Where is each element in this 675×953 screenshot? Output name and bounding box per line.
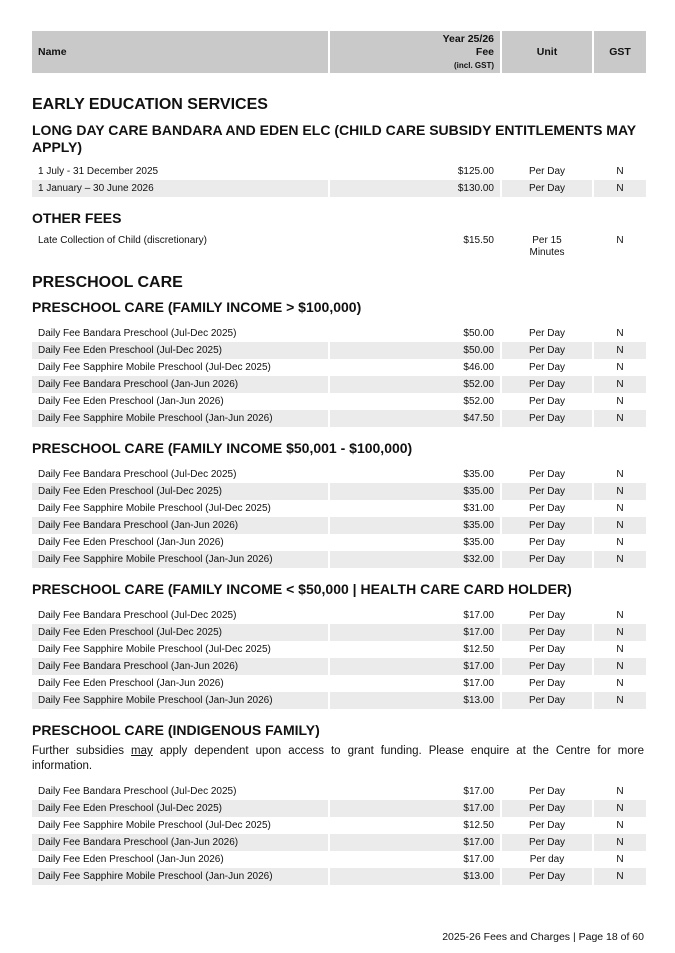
table-row [32,517,644,534]
table-row [32,180,644,197]
row-name: Daily Fee Eden Preschool (Jul-Dec 2025) [32,342,328,359]
row-unit: Per Day [502,180,592,197]
row-fee: $35.00 [463,537,494,548]
row-unit: Per Day [528,820,566,831]
row-gst: N [594,342,646,359]
row-unit: Per Day [502,376,592,393]
row-gst: N [594,868,646,885]
row-name: Daily Fee Eden Preschool (Jul-Dec 2025) [32,483,328,500]
row-unit: Per Day [502,624,592,641]
row-fee: $17.00 [330,658,500,675]
page-footer: 2025-26 Fees and Charges | Page 18 of 60 [442,931,644,943]
table-row [32,800,644,817]
table-row [32,483,644,500]
row-name: Daily Fee Bandara Preschool (Jul-Dec 2025) [38,786,237,797]
table-row [32,551,644,568]
subsection-title-indigenous: PRESCHOOL CARE (INDIGENOUS FAMILY) [32,722,320,738]
row-name: Daily Fee Sapphire Mobile Preschool (Jul-Dec 2025) [38,362,271,373]
table-row [32,692,644,709]
table-row [32,163,644,180]
row-fee: $13.00 [330,692,500,709]
row-name: Daily Fee Bandara Preschool (Jul-Dec 2025) [38,610,237,621]
row-fee: $130.00 [330,180,500,197]
row-unit-line2: Minutes [529,247,565,258]
table-long-day-care [32,163,644,197]
row-fee: $17.00 [463,786,494,797]
row-unit: Per Day [528,469,566,480]
row-gst: N [616,503,624,514]
table-row [32,641,644,658]
note-text-underlined: may [131,745,153,757]
row-unit: Per Day [502,868,592,885]
row-gst: N [616,396,624,407]
row-fee: $12.50 [463,644,494,655]
note-text-after: apply dependent upon access to grant funding. Please enquire at the Centre for more information. [32,745,644,772]
row-fee: $50.00 [330,342,500,359]
row-name: Daily Fee Bandara Preschool (Jan-Jun 2026) [32,517,328,534]
row-unit: Per day [529,854,565,865]
table-row [32,342,644,359]
subsection-title-high-income: PRESCHOOL CARE (FAMILY INCOME > $100,000) [32,299,362,315]
row-name: Daily Fee Bandara Preschool (Jul-Dec 2025) [38,328,237,339]
row-fee: $35.00 [330,517,500,534]
row-unit: Per Day [528,678,566,689]
row-fee: $50.00 [463,328,494,339]
subsection-title-long-day-care: LONG DAY CARE BANDARA AND EDEN ELC (CHILD CARE SUBSIDY ENTITLEMENTS MAY APPLY) [32,122,636,155]
table-row [32,500,644,517]
row-fee: $15.50 [463,235,494,246]
table-row [32,233,644,259]
row-unit: Per Day [502,692,592,709]
row-gst: N [616,854,624,865]
row-gst: N [616,166,624,177]
table-row [32,393,644,410]
row-gst: N [594,551,646,568]
row-gst: N [594,658,646,675]
row-fee: $52.00 [463,396,494,407]
table-row [32,817,644,834]
row-gst: N [616,678,624,689]
row-name: Daily Fee Eden Preschool (Jan-Jun 2026) [38,396,224,407]
row-unit: Per Day [528,328,566,339]
fees-page [32,31,644,885]
row-fee: $17.00 [463,854,494,865]
row-name: Daily Fee Sapphire Mobile Preschool (Jan-Jun 2026) [32,410,328,427]
note-text-before: Further subsidies [32,745,132,757]
row-name: Daily Fee Sapphire Mobile Preschool (Jan-Jun 2026) [32,868,328,885]
row-unit: Per Day [528,610,566,621]
table-low-income [32,607,644,709]
row-gst: N [616,644,624,655]
row-gst: N [594,624,646,641]
table-row [32,868,644,885]
header-fee-label: Fee [475,45,494,58]
table-mid-income [32,466,644,568]
table-row [32,534,644,551]
row-unit: Per Day [502,834,592,851]
table-row [32,675,644,692]
row-name: Daily Fee Sapphire Mobile Preschool (Jul-Dec 2025) [38,503,271,514]
row-fee: $17.00 [330,834,500,851]
row-name: Daily Fee Sapphire Mobile Preschool (Jul-Dec 2025) [38,820,271,831]
row-gst: N [594,483,646,500]
row-unit: Per Day [502,658,592,675]
row-name: Daily Fee Eden Preschool (Jan-Jun 2026) [38,537,224,548]
table-row [32,624,644,641]
row-unit [502,235,592,259]
table-row [32,376,644,393]
row-fee: $12.50 [463,820,494,831]
row-fee: $17.00 [463,610,494,621]
row-name: Daily Fee Eden Preschool (Jul-Dec 2025) [32,800,328,817]
row-unit: Per Day [502,517,592,534]
row-gst: N [594,834,646,851]
row-unit: Per Day [502,410,592,427]
row-name: Daily Fee Sapphire Mobile Preschool (Jan-Jun 2026) [32,692,328,709]
header-gst: GST [594,31,646,73]
row-gst: N [616,786,624,797]
table-row [32,658,644,675]
table-row [32,359,644,376]
section-title-preschool: PRESCHOOL CARE [32,274,183,291]
table-header [32,31,644,73]
row-unit: Per Day [528,786,566,797]
row-gst: N [616,469,624,480]
row-unit: Per Day [528,166,566,177]
row-name: Daily Fee Eden Preschool (Jul-Dec 2025) [32,624,328,641]
subsection-title-low-income: PRESCHOOL CARE (FAMILY INCOME < $50,000 | HEALTH CARE CARD HOLDER) [32,581,572,597]
row-gst: N [594,410,646,427]
table-row [32,834,644,851]
row-gst: N [594,800,646,817]
row-fee: $31.00 [463,503,494,514]
row-gst: N [616,362,624,373]
table-other-fees [32,233,644,259]
row-unit: Per Day [528,537,566,548]
table-row [32,851,644,868]
row-name: Daily Fee Bandara Preschool (Jan-Jun 2026) [32,658,328,675]
row-fee: $52.00 [330,376,500,393]
row-name: Daily Fee Eden Preschool (Jan-Jun 2026) [38,854,224,865]
row-fee: $35.00 [330,483,500,500]
row-gst: N [594,517,646,534]
row-gst: N [594,376,646,393]
row-fee: $17.00 [463,678,494,689]
subsection-title-mid-income: PRESCHOOL CARE (FAMILY INCOME $50,001 - $100,000) [32,440,413,456]
row-unit: Per Day [502,342,592,359]
row-fee: $17.00 [330,800,500,817]
row-gst: N [616,820,624,831]
row-unit: Per Day [502,800,592,817]
table-row [32,325,644,342]
section-title-early-education: EARLY EDUCATION SERVICES [32,96,268,113]
row-fee: $13.00 [330,868,500,885]
row-unit: Per Day [528,503,566,514]
table-row [32,783,644,800]
row-gst: N [616,537,624,548]
row-fee: $125.00 [457,166,494,177]
row-gst: N [594,180,646,197]
row-gst: N [616,235,624,246]
row-unit: Per Day [528,644,566,655]
row-unit: Per Day [502,551,592,568]
row-name: 1 January – 30 June 2026 [32,180,328,197]
table-row [32,466,644,483]
row-gst: N [616,328,624,339]
row-gst: N [594,692,646,709]
row-name: Daily Fee Bandara Preschool (Jan-Jun 2026) [32,376,328,393]
row-name: Daily Fee Sapphire Mobile Preschool (Jan-Jun 2026) [32,551,328,568]
subsection-title-other-fees: OTHER FEES [32,210,122,226]
row-unit: Per Day [528,396,566,407]
row-name: Daily Fee Bandara Preschool (Jul-Dec 2025) [38,469,237,480]
row-name: 1 July - 31 December 2025 [38,166,159,177]
row-fee: $32.00 [330,551,500,568]
header-unit: Unit [502,31,592,73]
row-name: Daily Fee Eden Preschool (Jan-Jun 2026) [38,678,224,689]
header-fee [330,31,500,73]
table-row [32,607,644,624]
header-name: Name [32,31,328,73]
table-indigenous [32,783,644,885]
indigenous-subsidy-note [32,744,644,774]
row-unit-line1: Per 15 [532,235,562,246]
row-unit: Per Day [502,483,592,500]
table-row [32,410,644,427]
row-name: Daily Fee Sapphire Mobile Preschool (Jul-Dec 2025) [38,644,271,655]
header-fee-incl-gst: (incl. GST) [454,60,494,70]
row-unit: Per Day [528,362,566,373]
table-high-income [32,325,644,427]
row-gst: N [616,610,624,621]
row-fee: $17.00 [330,624,500,641]
row-fee: $35.00 [463,469,494,480]
row-fee: $46.00 [463,362,494,373]
header-fee-year: Year 25/26 [442,32,494,45]
row-name: Late Collection of Child (discretionary) [38,235,207,246]
row-fee: $47.50 [330,410,500,427]
row-name: Daily Fee Bandara Preschool (Jan-Jun 2026) [32,834,328,851]
